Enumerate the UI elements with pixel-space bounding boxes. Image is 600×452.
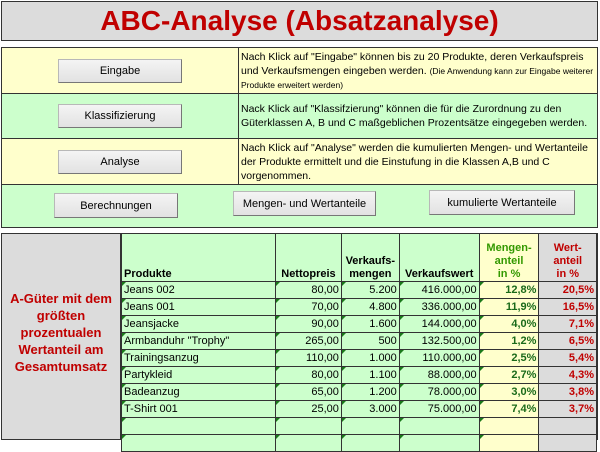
cell-wertanteil[interactable]: 7,1%	[539, 315, 597, 332]
eingabe-description: Nach Klick auf "Eingabe" können bis zu 20 Produkte, deren Verkaufspreis und Verkaufsmengen eingeben werden. (Die Anwendung kann zur Eingabe weiterer Produkte erweitert werden)	[241, 50, 594, 90]
header-nettopreis: Nettopreis	[276, 234, 342, 281]
cell-produkt[interactable]: T-Shirt 001	[122, 400, 276, 417]
product-table	[121, 234, 597, 452]
cell-verkaufsmengen[interactable]: 1.000	[341, 349, 399, 366]
cell-wertanteil[interactable]	[539, 417, 597, 434]
cell-nettopreis[interactable]	[276, 434, 342, 451]
table-row	[122, 315, 597, 332]
header-wertanteil: Wert- anteil in %	[539, 234, 597, 281]
table-row	[122, 400, 597, 417]
cell-produkt[interactable]: Jeansjacke	[122, 315, 276, 332]
cell-nettopreis[interactable]: 65,00	[276, 383, 342, 400]
cell-produkt[interactable]: Badeanzug	[122, 383, 276, 400]
analysis-table-area	[1, 233, 598, 440]
cell-wertanteil[interactable]: 6,5%	[539, 332, 597, 349]
cell-wertanteil[interactable]: 3,7%	[539, 400, 597, 417]
cell-mengenanteil[interactable]: 12,8%	[479, 281, 539, 298]
cell-wertanteil[interactable]: 16,5%	[539, 298, 597, 315]
cell-verkaufswert[interactable]: 75.000,00	[399, 400, 479, 417]
panel-row-eingabe	[2, 48, 597, 94]
cell-mengenanteil[interactable]: 2,5%	[479, 349, 539, 366]
analyse-button[interactable]: Analyse	[58, 150, 182, 174]
cell-verkaufsmengen[interactable]	[341, 434, 399, 451]
cell-mengenanteil[interactable]: 7,4%	[479, 400, 539, 417]
table-row	[122, 349, 597, 366]
table-row	[122, 366, 597, 383]
cell-verkaufsmengen[interactable]: 500	[341, 332, 399, 349]
cell-verkaufsmengen[interactable]: 4.800	[341, 298, 399, 315]
cell-verkaufswert[interactable]: 336.000,00	[399, 298, 479, 315]
table-row	[122, 332, 597, 349]
cell-produkt[interactable]: Jeans 001	[122, 298, 276, 315]
eingabe-button[interactable]: Eingabe	[58, 59, 182, 83]
header-mengenanteil: Mengen- anteil in %	[479, 234, 539, 281]
cell-nettopreis[interactable]: 25,00	[276, 400, 342, 417]
cell-verkaufsmengen[interactable]: 1.100	[341, 366, 399, 383]
cell-mengenanteil[interactable]: 4,0%	[479, 315, 539, 332]
cell-verkaufswert[interactable]	[399, 417, 479, 434]
cell-wertanteil[interactable]: 5,4%	[539, 349, 597, 366]
cell-wertanteil[interactable]: 20,5%	[539, 281, 597, 298]
bottom-button-row	[2, 185, 597, 227]
cell-wertanteil[interactable]	[539, 434, 597, 451]
cell-nettopreis[interactable]: 80,00	[276, 281, 342, 298]
cell-verkaufsmengen[interactable]: 1.600	[341, 315, 399, 332]
cell-verkaufswert[interactable]: 110.000,00	[399, 349, 479, 366]
cell-nettopreis[interactable]: 90,00	[276, 315, 342, 332]
a-goods-label: A-Güter mit dem größten prozentualen Wertanteil am Gesamtumsatz	[2, 234, 121, 439]
cell-mengenanteil[interactable]	[479, 434, 539, 451]
header-verkaufsmengen: Verkaufs- mengen	[341, 234, 399, 281]
page-title: ABC-Analyse (Absatzanalyse)	[100, 5, 499, 36]
header-produkte: Produkte	[122, 234, 276, 281]
table-row	[122, 417, 597, 434]
table-row	[122, 298, 597, 315]
table-header-row	[122, 234, 597, 281]
control-panel	[1, 47, 598, 228]
cell-nettopreis[interactable]: 110,00	[276, 349, 342, 366]
cell-mengenanteil[interactable]: 1,2%	[479, 332, 539, 349]
cell-nettopreis[interactable]	[276, 417, 342, 434]
panel-row-analyse	[2, 139, 597, 185]
cell-verkaufswert[interactable]: 144.000,00	[399, 315, 479, 332]
table-row	[122, 383, 597, 400]
cell-verkaufswert[interactable]: 88.000,00	[399, 366, 479, 383]
cell-mengenanteil[interactable]: 11,9%	[479, 298, 539, 315]
cell-mengenanteil[interactable]	[479, 417, 539, 434]
cell-verkaufsmengen[interactable]: 5.200	[341, 281, 399, 298]
cell-verkaufswert[interactable]: 78.000,00	[399, 383, 479, 400]
analyse-description: Nach Klick auf "Analyse" werden die kumulierten Mengen- und Wertanteile der Produkte ermittelt und die Einstufung in die Klassen A,B und C vorgenommen.	[241, 141, 588, 182]
kumulierte-wertanteile-button[interactable]: kumulierte Wertanteile	[429, 190, 575, 215]
cell-verkaufswert[interactable]	[399, 434, 479, 451]
cell-produkt[interactable]: Partykleid	[122, 366, 276, 383]
table-row	[122, 281, 597, 298]
cell-verkaufsmengen[interactable]	[341, 417, 399, 434]
table-row	[122, 434, 597, 451]
klassifizierung-description: Nack Klick auf "Klassifzierung" können die für die Zurordnung zu den Güterklassen A, B und C maßgeblichen Prozentsätze eingegeben werden.	[241, 103, 588, 129]
mengen-wertanteile-button[interactable]: Mengen- und Wertanteile	[233, 191, 376, 216]
cell-produkt[interactable]: Trainingsanzug	[122, 349, 276, 366]
title-banner	[1, 1, 598, 41]
cell-produkt[interactable]	[122, 417, 276, 434]
cell-nettopreis[interactable]: 80,00	[276, 366, 342, 383]
cell-nettopreis[interactable]: 70,00	[276, 298, 342, 315]
cell-verkaufswert[interactable]: 416.000,00	[399, 281, 479, 298]
cell-wertanteil[interactable]: 4,3%	[539, 366, 597, 383]
cell-mengenanteil[interactable]: 3,0%	[479, 383, 539, 400]
eingabe-note: (Die Anwendung kann zur Eingabe weiterer Produkte erweitert werden)	[241, 65, 594, 90]
cell-verkaufsmengen[interactable]: 3.000	[341, 400, 399, 417]
header-verkaufswert: Verkaufswert	[399, 234, 479, 281]
cell-verkaufsmengen[interactable]: 1.200	[341, 383, 399, 400]
panel-row-klassifizierung	[2, 94, 597, 139]
cell-produkt[interactable]: Jeans 002	[122, 281, 276, 298]
klassifizierung-button[interactable]: Klassifizierung	[58, 104, 182, 128]
cell-wertanteil[interactable]: 3,8%	[539, 383, 597, 400]
cell-verkaufswert[interactable]: 132.500,00	[399, 332, 479, 349]
cell-nettopreis[interactable]: 265,00	[276, 332, 342, 349]
cell-produkt[interactable]	[122, 434, 276, 451]
berechnungen-button[interactable]: Berechnungen	[54, 193, 178, 218]
cell-produkt[interactable]: Armbanduhr "Trophy"	[122, 332, 276, 349]
cell-mengenanteil[interactable]: 2,7%	[479, 366, 539, 383]
